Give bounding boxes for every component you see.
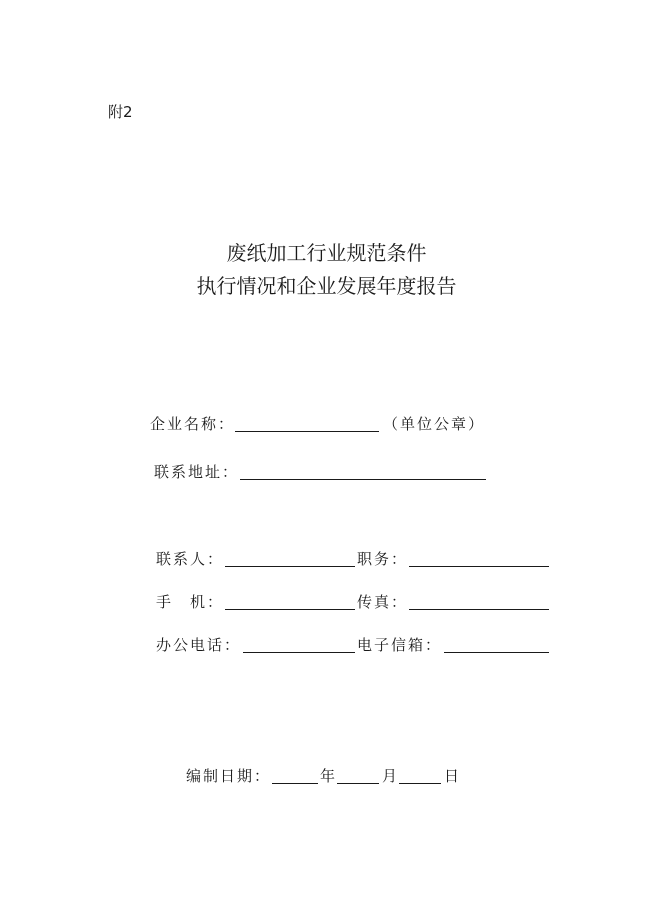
report-title-line-1: 废纸加工行业规范条件: [226, 241, 427, 265]
contact-person-field[interactable]: [225, 566, 355, 567]
contact-person-label: 联系人：: [156, 550, 225, 568]
mobile-label: 手 机：: [156, 593, 225, 611]
fax-field[interactable]: [409, 609, 549, 610]
company-name-field[interactable]: [235, 431, 379, 432]
position-field[interactable]: [409, 566, 549, 567]
position-label: 职务：: [357, 550, 409, 568]
day-label: 日: [444, 767, 462, 785]
day-field[interactable]: [399, 783, 441, 784]
compile-date-label: 编制日期：: [186, 767, 272, 785]
year-field[interactable]: [272, 783, 318, 784]
company-name-label: 企业名称：: [150, 415, 236, 433]
company-seal-note: （单位公章）: [383, 415, 486, 433]
fax-label: 传真：: [357, 593, 409, 611]
email-field[interactable]: [444, 652, 549, 653]
address-label: 联系地址：: [154, 463, 240, 481]
email-label: 电子信箱：: [357, 636, 443, 654]
report-title-line-2: 执行情况和企业发展年度报告: [196, 274, 457, 298]
month-label: 月: [382, 767, 400, 785]
office-phone-field[interactable]: [243, 652, 355, 653]
year-label: 年: [320, 767, 338, 785]
mobile-field[interactable]: [225, 609, 355, 610]
office-phone-label: 办公电话：: [156, 636, 242, 654]
address-field[interactable]: [240, 479, 486, 480]
month-field[interactable]: [337, 783, 379, 784]
attachment-label: 附2: [108, 103, 133, 121]
